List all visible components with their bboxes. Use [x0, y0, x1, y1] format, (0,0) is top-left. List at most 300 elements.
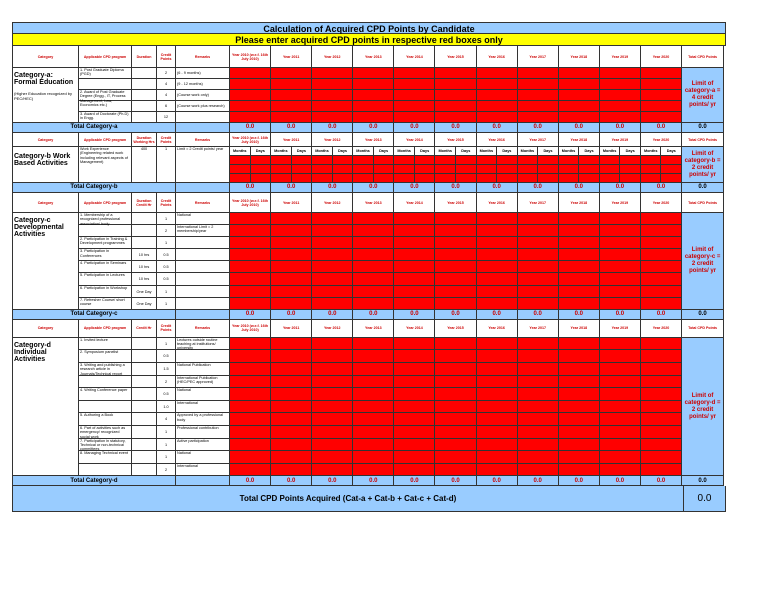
cat-a-points-input[interactable]: [271, 101, 312, 112]
months-input[interactable]: [394, 174, 415, 183]
days-input[interactable]: [374, 156, 395, 165]
cat-d-points-input[interactable]: [230, 413, 271, 426]
days-input[interactable]: [456, 165, 477, 174]
cat-c-points-input[interactable]: [600, 249, 641, 261]
months-input[interactable]: [600, 165, 621, 174]
cat-c-points-input[interactable]: [435, 213, 476, 225]
cat-d-points-input[interactable]: [641, 439, 682, 452]
cat-a-points-input[interactable]: [394, 101, 435, 112]
cat-a-points-input[interactable]: [641, 90, 682, 101]
cat-d-points-input[interactable]: [477, 350, 518, 363]
months-input[interactable]: [518, 174, 539, 183]
cat-d-points-input[interactable]: [559, 363, 600, 376]
cat-c-points-input[interactable]: [600, 225, 641, 237]
cat-c-points-input[interactable]: [353, 261, 394, 273]
cat-d-points-input[interactable]: [271, 413, 312, 426]
cat-c-points-input[interactable]: [230, 286, 271, 298]
cat-d-points-input[interactable]: [435, 426, 476, 439]
cat-c-points-input[interactable]: [353, 298, 394, 310]
days-input[interactable]: [661, 165, 682, 174]
cat-d-points-input[interactable]: [312, 376, 353, 389]
cat-d-points-input[interactable]: [230, 376, 271, 389]
cat-a-points-input[interactable]: [641, 68, 682, 79]
cat-d-points-input[interactable]: [641, 451, 682, 464]
cat-d-points-input[interactable]: [600, 388, 641, 401]
months-input[interactable]: [435, 165, 456, 174]
cat-d-points-input[interactable]: [477, 363, 518, 376]
days-input[interactable]: [661, 174, 682, 183]
cat-c-points-input[interactable]: [477, 273, 518, 285]
cat-d-points-input[interactable]: [435, 350, 476, 363]
cat-c-points-input[interactable]: [271, 273, 312, 285]
cat-c-points-input[interactable]: [312, 249, 353, 261]
months-input[interactable]: [394, 165, 415, 174]
cat-c-points-input[interactable]: [230, 249, 271, 261]
cat-d-points-input[interactable]: [435, 451, 476, 464]
cat-c-points-input[interactable]: [477, 249, 518, 261]
cat-a-points-input[interactable]: [600, 90, 641, 101]
cat-a-points-input[interactable]: [312, 101, 353, 112]
cat-d-points-input[interactable]: [435, 363, 476, 376]
cat-c-points-input[interactable]: [518, 273, 559, 285]
cat-d-points-input[interactable]: [641, 363, 682, 376]
cat-d-points-input[interactable]: [641, 426, 682, 439]
cat-a-points-input[interactable]: [394, 90, 435, 101]
cat-d-points-input[interactable]: [353, 363, 394, 376]
cat-d-points-input[interactable]: [641, 376, 682, 389]
cat-d-points-input[interactable]: [353, 439, 394, 452]
months-input[interactable]: [641, 174, 662, 183]
months-input[interactable]: [353, 156, 374, 165]
cat-d-points-input[interactable]: [435, 338, 476, 351]
cat-c-points-input[interactable]: [641, 225, 682, 237]
cat-c-points-input[interactable]: [271, 298, 312, 310]
cat-c-points-input[interactable]: [600, 298, 641, 310]
cat-d-points-input[interactable]: [271, 363, 312, 376]
days-input[interactable]: [579, 156, 600, 165]
days-input[interactable]: [456, 174, 477, 183]
cat-c-points-input[interactable]: [312, 225, 353, 237]
cat-d-points-input[interactable]: [518, 401, 559, 414]
cat-d-points-input[interactable]: [230, 350, 271, 363]
cat-a-points-input[interactable]: [271, 112, 312, 123]
cat-d-points-input[interactable]: [230, 388, 271, 401]
cat-d-points-input[interactable]: [230, 426, 271, 439]
months-input[interactable]: [600, 156, 621, 165]
cat-c-points-input[interactable]: [435, 298, 476, 310]
cat-a-points-input[interactable]: [435, 101, 476, 112]
cat-a-points-input[interactable]: [353, 68, 394, 79]
cat-d-points-input[interactable]: [600, 350, 641, 363]
cat-c-points-input[interactable]: [353, 273, 394, 285]
cat-d-points-input[interactable]: [394, 426, 435, 439]
cat-d-points-input[interactable]: [312, 363, 353, 376]
cat-d-points-input[interactable]: [559, 401, 600, 414]
cat-d-points-input[interactable]: [394, 413, 435, 426]
cat-a-points-input[interactable]: [641, 79, 682, 90]
months-input[interactable]: [271, 156, 292, 165]
cat-a-points-input[interactable]: [518, 79, 559, 90]
cat-a-points-input[interactable]: [559, 68, 600, 79]
cat-d-points-input[interactable]: [435, 439, 476, 452]
days-input[interactable]: [333, 174, 354, 183]
months-input[interactable]: [312, 156, 333, 165]
cat-a-points-input[interactable]: [230, 101, 271, 112]
cat-c-points-input[interactable]: [559, 298, 600, 310]
cat-d-points-input[interactable]: [477, 388, 518, 401]
cat-c-points-input[interactable]: [271, 213, 312, 225]
months-input[interactable]: [518, 156, 539, 165]
cat-c-points-input[interactable]: [477, 298, 518, 310]
cat-a-points-input[interactable]: [230, 112, 271, 123]
months-input[interactable]: [394, 156, 415, 165]
cat-a-points-input[interactable]: [518, 101, 559, 112]
months-input[interactable]: [271, 165, 292, 174]
cat-c-points-input[interactable]: [435, 237, 476, 249]
days-input[interactable]: [538, 165, 559, 174]
cat-c-points-input[interactable]: [600, 261, 641, 273]
cat-d-points-input[interactable]: [312, 426, 353, 439]
cat-d-points-input[interactable]: [518, 439, 559, 452]
cat-a-points-input[interactable]: [600, 112, 641, 123]
cat-a-points-input[interactable]: [559, 112, 600, 123]
cat-d-points-input[interactable]: [271, 350, 312, 363]
cat-d-points-input[interactable]: [312, 350, 353, 363]
cat-c-points-input[interactable]: [600, 237, 641, 249]
days-input[interactable]: [333, 156, 354, 165]
cat-d-points-input[interactable]: [518, 451, 559, 464]
days-input[interactable]: [497, 174, 518, 183]
cat-c-points-input[interactable]: [394, 249, 435, 261]
cat-d-points-input[interactable]: [518, 363, 559, 376]
cat-d-points-input[interactable]: [518, 464, 559, 477]
cat-c-points-input[interactable]: [518, 237, 559, 249]
cat-c-points-input[interactable]: [435, 225, 476, 237]
cat-c-points-input[interactable]: [230, 261, 271, 273]
cat-c-points-input[interactable]: [312, 298, 353, 310]
cat-c-points-input[interactable]: [312, 237, 353, 249]
cat-c-points-input[interactable]: [477, 286, 518, 298]
cat-c-points-input[interactable]: [230, 273, 271, 285]
cat-d-points-input[interactable]: [271, 451, 312, 464]
cat-c-points-input[interactable]: [477, 213, 518, 225]
months-input[interactable]: [435, 156, 456, 165]
cat-d-points-input[interactable]: [312, 413, 353, 426]
cat-d-points-input[interactable]: [600, 401, 641, 414]
cat-d-points-input[interactable]: [435, 401, 476, 414]
cat-d-points-input[interactable]: [641, 388, 682, 401]
cat-a-points-input[interactable]: [518, 112, 559, 123]
cat-c-points-input[interactable]: [641, 286, 682, 298]
cat-a-points-input[interactable]: [312, 90, 353, 101]
cat-c-points-input[interactable]: [518, 249, 559, 261]
days-input[interactable]: [415, 156, 436, 165]
days-input[interactable]: [538, 174, 559, 183]
cat-d-points-input[interactable]: [271, 376, 312, 389]
cat-a-points-input[interactable]: [518, 90, 559, 101]
cat-a-points-input[interactable]: [271, 68, 312, 79]
cat-a-points-input[interactable]: [559, 101, 600, 112]
cat-d-points-input[interactable]: [559, 338, 600, 351]
months-input[interactable]: [271, 174, 292, 183]
cat-d-points-input[interactable]: [435, 464, 476, 477]
cat-c-points-input[interactable]: [641, 298, 682, 310]
cat-c-points-input[interactable]: [518, 225, 559, 237]
cat-d-points-input[interactable]: [312, 338, 353, 351]
cat-a-points-input[interactable]: [435, 68, 476, 79]
cat-d-points-input[interactable]: [559, 413, 600, 426]
cat-a-points-input[interactable]: [641, 112, 682, 123]
cat-a-points-input[interactable]: [477, 68, 518, 79]
cat-d-points-input[interactable]: [230, 338, 271, 351]
months-input[interactable]: [559, 165, 580, 174]
cat-d-points-input[interactable]: [353, 451, 394, 464]
cat-a-points-input[interactable]: [559, 90, 600, 101]
days-input[interactable]: [374, 165, 395, 174]
cat-c-points-input[interactable]: [271, 286, 312, 298]
days-input[interactable]: [251, 156, 272, 165]
days-input[interactable]: [661, 156, 682, 165]
months-input[interactable]: [477, 174, 498, 183]
cat-c-points-input[interactable]: [641, 273, 682, 285]
cat-d-points-input[interactable]: [477, 376, 518, 389]
days-input[interactable]: [251, 165, 272, 174]
cat-d-points-input[interactable]: [353, 350, 394, 363]
cat-d-points-input[interactable]: [230, 464, 271, 477]
months-input[interactable]: [435, 174, 456, 183]
cat-d-points-input[interactable]: [641, 338, 682, 351]
cat-d-points-input[interactable]: [394, 350, 435, 363]
days-input[interactable]: [497, 165, 518, 174]
cat-d-points-input[interactable]: [271, 388, 312, 401]
cat-d-points-input[interactable]: [518, 426, 559, 439]
months-input[interactable]: [353, 165, 374, 174]
days-input[interactable]: [251, 174, 272, 183]
cat-c-points-input[interactable]: [353, 225, 394, 237]
cat-d-points-input[interactable]: [435, 413, 476, 426]
cat-d-points-input[interactable]: [477, 338, 518, 351]
cat-c-points-input[interactable]: [559, 249, 600, 261]
cat-d-points-input[interactable]: [477, 439, 518, 452]
cat-d-points-input[interactable]: [394, 464, 435, 477]
cat-c-points-input[interactable]: [230, 225, 271, 237]
days-input[interactable]: [456, 156, 477, 165]
cat-d-points-input[interactable]: [477, 464, 518, 477]
cat-c-points-input[interactable]: [518, 298, 559, 310]
cat-d-points-input[interactable]: [600, 439, 641, 452]
cat-d-points-input[interactable]: [477, 426, 518, 439]
cat-c-points-input[interactable]: [353, 286, 394, 298]
days-input[interactable]: [579, 165, 600, 174]
cat-d-points-input[interactable]: [271, 401, 312, 414]
cat-c-points-input[interactable]: [559, 225, 600, 237]
months-input[interactable]: [353, 174, 374, 183]
cat-d-points-input[interactable]: [559, 376, 600, 389]
cat-d-points-input[interactable]: [353, 376, 394, 389]
days-input[interactable]: [497, 156, 518, 165]
cat-d-points-input[interactable]: [559, 451, 600, 464]
cat-a-points-input[interactable]: [435, 112, 476, 123]
cat-a-points-input[interactable]: [353, 112, 394, 123]
days-input[interactable]: [620, 174, 641, 183]
cat-c-points-input[interactable]: [394, 286, 435, 298]
days-input[interactable]: [292, 174, 313, 183]
days-input[interactable]: [292, 165, 313, 174]
cat-c-points-input[interactable]: [641, 249, 682, 261]
cat-d-points-input[interactable]: [312, 464, 353, 477]
cat-c-points-input[interactable]: [477, 261, 518, 273]
cat-d-points-input[interactable]: [435, 376, 476, 389]
cat-a-points-input[interactable]: [600, 68, 641, 79]
cat-d-points-input[interactable]: [271, 426, 312, 439]
days-input[interactable]: [415, 174, 436, 183]
cat-c-points-input[interactable]: [271, 237, 312, 249]
cat-d-points-input[interactable]: [230, 439, 271, 452]
cat-d-points-input[interactable]: [641, 413, 682, 426]
cat-d-points-input[interactable]: [271, 439, 312, 452]
months-input[interactable]: [312, 165, 333, 174]
months-input[interactable]: [518, 165, 539, 174]
days-input[interactable]: [620, 156, 641, 165]
cat-c-points-input[interactable]: [641, 237, 682, 249]
cat-a-points-input[interactable]: [312, 112, 353, 123]
cat-c-points-input[interactable]: [353, 237, 394, 249]
cat-a-points-input[interactable]: [394, 112, 435, 123]
cat-a-points-input[interactable]: [600, 101, 641, 112]
cat-d-points-input[interactable]: [559, 388, 600, 401]
months-input[interactable]: [641, 156, 662, 165]
cat-d-points-input[interactable]: [600, 363, 641, 376]
months-input[interactable]: [477, 165, 498, 174]
cat-d-points-input[interactable]: [271, 464, 312, 477]
cat-a-points-input[interactable]: [435, 79, 476, 90]
cat-d-points-input[interactable]: [394, 338, 435, 351]
cat-a-points-input[interactable]: [477, 90, 518, 101]
cat-d-points-input[interactable]: [600, 338, 641, 351]
cat-d-points-input[interactable]: [312, 401, 353, 414]
cat-d-points-input[interactable]: [600, 451, 641, 464]
cat-c-points-input[interactable]: [559, 273, 600, 285]
cat-d-points-input[interactable]: [600, 464, 641, 477]
cat-a-points-input[interactable]: [353, 79, 394, 90]
days-input[interactable]: [415, 165, 436, 174]
months-input[interactable]: [230, 165, 251, 174]
cat-c-points-input[interactable]: [641, 213, 682, 225]
days-input[interactable]: [579, 174, 600, 183]
cat-c-points-input[interactable]: [559, 213, 600, 225]
cat-a-points-input[interactable]: [271, 90, 312, 101]
cat-c-points-input[interactable]: [600, 213, 641, 225]
cat-d-points-input[interactable]: [559, 426, 600, 439]
cat-a-points-input[interactable]: [518, 68, 559, 79]
cat-d-points-input[interactable]: [271, 338, 312, 351]
cat-d-points-input[interactable]: [230, 363, 271, 376]
cat-c-points-input[interactable]: [271, 249, 312, 261]
cat-d-points-input[interactable]: [353, 464, 394, 477]
cat-d-points-input[interactable]: [518, 388, 559, 401]
cat-c-points-input[interactable]: [435, 273, 476, 285]
cat-d-points-input[interactable]: [518, 376, 559, 389]
cat-d-points-input[interactable]: [353, 338, 394, 351]
months-input[interactable]: [641, 165, 662, 174]
cat-a-points-input[interactable]: [559, 79, 600, 90]
cat-d-points-input[interactable]: [518, 413, 559, 426]
cat-c-points-input[interactable]: [394, 225, 435, 237]
cat-d-points-input[interactable]: [394, 439, 435, 452]
cat-d-points-input[interactable]: [394, 388, 435, 401]
cat-d-points-input[interactable]: [641, 464, 682, 477]
cat-c-points-input[interactable]: [600, 286, 641, 298]
cat-c-points-input[interactable]: [394, 298, 435, 310]
cat-d-points-input[interactable]: [559, 350, 600, 363]
months-input[interactable]: [312, 174, 333, 183]
months-input[interactable]: [230, 174, 251, 183]
cat-d-points-input[interactable]: [394, 376, 435, 389]
cat-a-points-input[interactable]: [477, 79, 518, 90]
cat-c-points-input[interactable]: [435, 286, 476, 298]
cat-d-points-input[interactable]: [353, 388, 394, 401]
cat-d-points-input[interactable]: [518, 338, 559, 351]
cat-d-points-input[interactable]: [559, 439, 600, 452]
cat-c-points-input[interactable]: [312, 213, 353, 225]
cat-a-points-input[interactable]: [312, 68, 353, 79]
cat-c-points-input[interactable]: [435, 261, 476, 273]
cat-c-points-input[interactable]: [600, 273, 641, 285]
months-input[interactable]: [559, 156, 580, 165]
cat-d-points-input[interactable]: [394, 401, 435, 414]
months-input[interactable]: [477, 156, 498, 165]
days-input[interactable]: [620, 165, 641, 174]
cat-a-points-input[interactable]: [477, 112, 518, 123]
cat-c-points-input[interactable]: [230, 298, 271, 310]
cat-d-points-input[interactable]: [477, 413, 518, 426]
cat-a-points-input[interactable]: [394, 79, 435, 90]
cat-a-points-input[interactable]: [271, 79, 312, 90]
months-input[interactable]: [559, 174, 580, 183]
cat-d-points-input[interactable]: [600, 426, 641, 439]
days-input[interactable]: [333, 165, 354, 174]
cat-c-points-input[interactable]: [353, 213, 394, 225]
cat-a-points-input[interactable]: [230, 79, 271, 90]
cat-a-points-input[interactable]: [477, 101, 518, 112]
cat-a-points-input[interactable]: [641, 101, 682, 112]
cat-c-points-input[interactable]: [353, 249, 394, 261]
cat-a-points-input[interactable]: [312, 79, 353, 90]
cat-a-points-input[interactable]: [435, 90, 476, 101]
cat-c-points-input[interactable]: [394, 237, 435, 249]
cat-d-points-input[interactable]: [394, 451, 435, 464]
months-input[interactable]: [600, 174, 621, 183]
cat-c-points-input[interactable]: [641, 261, 682, 273]
cat-c-points-input[interactable]: [518, 213, 559, 225]
cat-d-points-input[interactable]: [353, 426, 394, 439]
months-input[interactable]: [230, 156, 251, 165]
cat-d-points-input[interactable]: [600, 376, 641, 389]
cat-a-points-input[interactable]: [353, 101, 394, 112]
cat-c-points-input[interactable]: [559, 261, 600, 273]
cat-c-points-input[interactable]: [394, 261, 435, 273]
cat-c-points-input[interactable]: [518, 286, 559, 298]
cat-d-points-input[interactable]: [230, 451, 271, 464]
days-input[interactable]: [292, 156, 313, 165]
cat-c-points-input[interactable]: [230, 213, 271, 225]
cat-c-points-input[interactable]: [518, 261, 559, 273]
cat-d-points-input[interactable]: [353, 413, 394, 426]
cat-c-points-input[interactable]: [312, 261, 353, 273]
cat-c-points-input[interactable]: [271, 225, 312, 237]
cat-c-points-input[interactable]: [559, 286, 600, 298]
cat-c-points-input[interactable]: [394, 273, 435, 285]
